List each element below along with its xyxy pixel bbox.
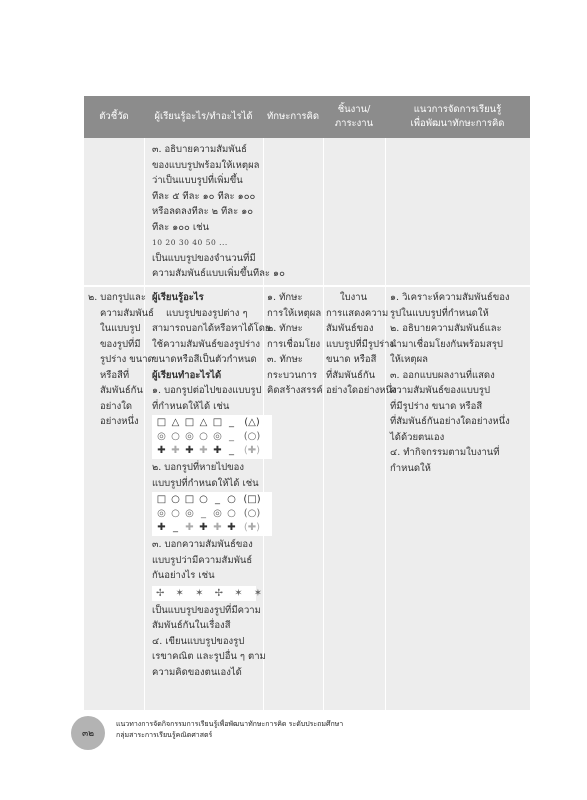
- approach-line: ๓. ออกแบบผลงานที่แสดง: [390, 369, 495, 381]
- row1-line: ว่าเป็นแบบรูปที่เพิ่มขึ้น: [152, 175, 243, 186]
- do-line: ๑. บอกรูปต่อไปของแบบรูป: [152, 385, 262, 396]
- header-indicator: ตัวชี้วัด: [99, 111, 129, 122]
- know-line: ขนาดหรือสีเป็นตัวกำหนด: [152, 354, 257, 365]
- approach-line: นำมาเชื่อมโยงกันพร้อมสรุป: [390, 338, 503, 350]
- work-line: อย่างใดอย่างหนึ่ง: [326, 385, 397, 396]
- approach-line: ที่สัมพันธ์กันอย่างใดอย่างหนึ่ง: [390, 416, 510, 427]
- pattern-missing-example: [152, 492, 272, 536]
- do-line: สัมพันธ์กันในเรื่องสี: [152, 620, 231, 631]
- row1-line: ทีละ ๕ ทีละ ๑๐ ทีละ ๑๐๐: [152, 190, 256, 202]
- approach-line: ๔. ทำกิจกรรมตามใบงานที่: [390, 447, 500, 458]
- know-line: สามารถบอกได้หรือหาได้โดย: [152, 323, 271, 334]
- do-line: ความคิดของตนเองได้: [152, 666, 242, 678]
- row1-line: หรือลดลงทีละ ๒ ทีละ ๑๐: [152, 206, 254, 217]
- pattern-row: ◎ ○ ◎ ○ ◎ _ (○): [157, 431, 261, 442]
- know-line: ใช้ความสัมพันธ์ของรูปร่าง: [152, 338, 261, 350]
- do-line: ๓. บอกความสัมพันธ์ของ: [152, 539, 253, 550]
- know-line: แบบรูปของรูปต่าง ๆ: [166, 307, 248, 319]
- star-pattern-example: ✢ ✶ ✶ ✢ ✶ ✶: [152, 586, 256, 601]
- skills-line: ๒. ทักษะ: [267, 323, 303, 334]
- skills-line: การให้เหตุผล: [267, 307, 322, 319]
- approach-line: ๒. อธิบายความสัมพันธ์และ: [390, 323, 502, 334]
- work-line: แบบรูปที่มีรูปร่าง: [326, 338, 395, 350]
- skills-line: ๓. ทักษะ: [267, 354, 303, 365]
- do-line: เป็นแบบรูปของรูปที่มีความ: [152, 604, 261, 616]
- pattern-row: ◎ ○ ◎ _ ◎ ○ (○): [157, 508, 261, 519]
- do-line: ๔. เขียนแบบรูปของรูป: [152, 635, 245, 647]
- indicator-line: ของรูปที่มี: [100, 338, 141, 350]
- do-line: กันอย่างไร เช่น: [152, 570, 215, 581]
- work-line: สัมพันธ์ของ: [326, 323, 374, 334]
- work-line: การแสดงความ: [326, 307, 389, 319]
- indicator-line: อย่างหนึ่ง: [100, 416, 139, 427]
- approach-line: ๑. วิเคราะห์ความสัมพันธ์ของ: [390, 292, 510, 303]
- skills-line: การเชื่อมโยง: [267, 338, 321, 350]
- skills-line: ๑. ทักษะ: [267, 292, 303, 303]
- skills-line: คิดสร้างสรรค์: [267, 385, 323, 396]
- pattern-row: ✚ ✚ ✚ ✚ ✚ _ (✚): [157, 445, 261, 456]
- skills-line: กระบวนการ: [267, 369, 318, 381]
- indicator-line: สัมพันธ์กัน: [100, 385, 143, 396]
- indicator-cell: [88, 290, 154, 430]
- do-line: ที่กำหนดให้ได้ เช่น: [152, 400, 230, 412]
- approach-line: ให้เหตุผล: [390, 354, 428, 365]
- row1-line: ทีละ ๑๐๐ เช่น: [152, 221, 210, 233]
- work-line: ใบงาน: [340, 292, 368, 303]
- work-line: ที่สัมพันธ์กัน: [326, 369, 376, 381]
- indicator-line: หรือสีที่: [100, 369, 130, 381]
- pattern-next-example: [152, 415, 272, 459]
- footer-line: กลุ่มสาระการเรียนรู้คณิตศาสตร์: [116, 731, 213, 739]
- row2-learn-cell: [152, 290, 272, 680]
- work-line: ขนาด หรือสี: [326, 354, 377, 365]
- indicator-line: ในแบบรูป: [100, 323, 141, 334]
- indicator-line: ๒. บอกรูปและ: [88, 292, 146, 303]
- header-learn: ผู้เรียนรู้อะไร/ทำอะไรได้: [154, 111, 253, 122]
- table-header: [84, 96, 530, 138]
- row1-line: ของแบบรูปพร้อมให้เหตุผล: [152, 159, 260, 171]
- row1-line: เป็นแบบรูปของจำนวนที่มี: [152, 252, 256, 264]
- number-sequence: 10 20 30 40 50 ...: [152, 238, 228, 247]
- pattern-row: □ △ □ △ □ _ (△): [156, 417, 260, 428]
- do-line: ๒. บอกรูปที่หายไปของ: [152, 462, 244, 473]
- pattern-row: ✚ _ ✚ ✚ ✚ ✚ (✚): [157, 522, 261, 533]
- approach-line: ที่มีรูปร่าง ขนาด หรือสี: [390, 400, 483, 412]
- row1-line: ๓. อธิบายความสัมพันธ์: [152, 144, 247, 155]
- footer-caption: [116, 719, 343, 741]
- know-heading: ผู้เรียนรู้อะไร: [152, 292, 204, 303]
- header-approach: แนวการจัดการเรียนรู้ เพื่อพัฒนาทักษะการคิด: [410, 104, 505, 129]
- row1-learn-cell: [152, 142, 285, 282]
- indicator-line: ความสัมพันธ์: [100, 307, 154, 319]
- do-line: แบบรูปว่ามีความสัมพันธ์: [152, 554, 253, 566]
- approach-line: กำหนดให้: [390, 462, 431, 474]
- approach-line: ได้ด้วยตนเอง: [390, 431, 445, 443]
- do-line: เรขาคณิต และรูปอื่น ๆ ตาม: [152, 651, 266, 662]
- pattern-row: □ ○ □ ○ _ ○ (□): [156, 494, 261, 505]
- do-line: แบบรูปที่กำหนดให้ได้ เช่น: [152, 477, 259, 489]
- approach-line: ความสัมพันธ์ของแบบรูป: [390, 385, 491, 396]
- header-skills: ทักษะการคิด: [266, 111, 320, 122]
- row1-line: ความสัมพันธ์แบบเพิ่มขึ้นทีละ ๑๐: [152, 268, 285, 279]
- indicator-line: อย่างใด: [100, 400, 133, 412]
- indicator-line: รูปร่าง ขนาด: [100, 354, 154, 365]
- footer-line: แนวทางการจัดกิจกรรมการเรียนรู้เพื่อพัฒนาทักษะการคิด ระดับประถมศึกษา: [116, 720, 344, 728]
- do-heading: ผู้เรียนทำอะไรได้: [152, 369, 222, 381]
- work-cell: [326, 290, 397, 399]
- page-number-badge: ๓๒: [71, 716, 105, 750]
- header-work: ชิ้นงาน/ ภาระงาน: [334, 104, 374, 129]
- skills-cell: [267, 290, 323, 399]
- approach-line: รูปในแบบรูปที่กำหนดให้: [390, 307, 489, 319]
- approach-cell: [390, 290, 510, 476]
